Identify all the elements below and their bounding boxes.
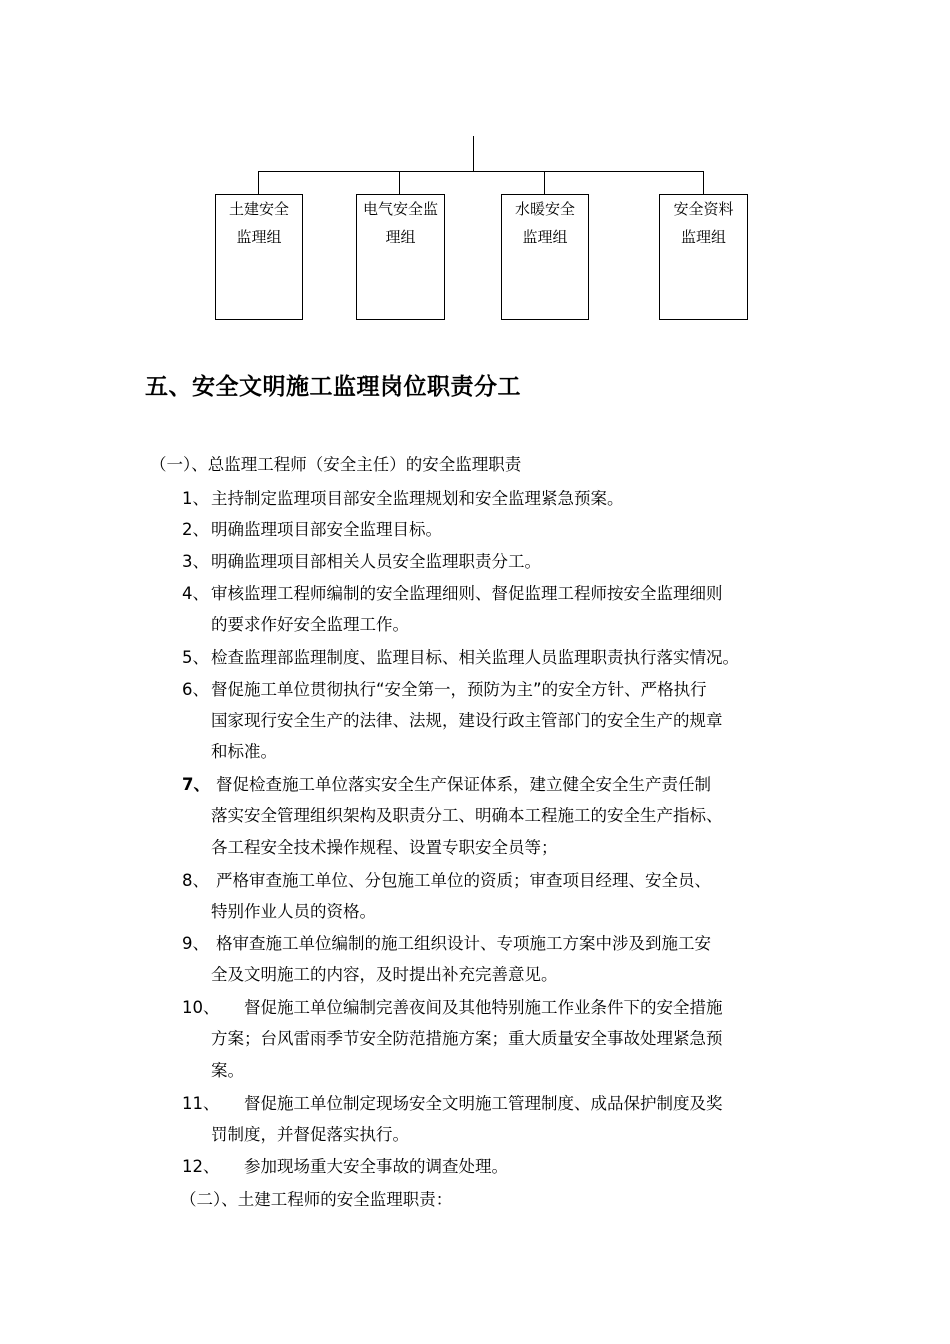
list-item-text: 督促施工单位制定现场安全文明施工管理制度、成品保护制度及奖 [244,1094,723,1113]
list-item-text: 案。 [211,1061,244,1080]
org-chart-drop-line [258,171,259,195]
list-item-number: 6、 [182,680,209,699]
org-box-line1: 电气安全监 [362,200,438,218]
org-chart-drop-line [544,171,545,195]
list-item-text: 各工程安全技术操作规程、设置专职安全员等； [211,838,558,857]
list-item-text: 特别作业人员的资格。 [211,902,376,921]
list-item-number: 12、 [182,1157,220,1176]
list-item-number: 10、 [182,998,220,1017]
list-item-number: 4、 [182,584,209,603]
list-item-text: 督促施工单位编制完善夜间及其他特别施工作业条件下的安全措施 [244,998,723,1017]
list-item-text: 检查监理部监理制度、监理目标、相关监理人员监理职责执行落实情况。 [211,648,739,667]
list-item-text: 国家现行安全生产的法律、法规，建设行政主管部门的安全生产的规章 [211,711,723,730]
list-item-text: 的要求作好安全监理工作。 [211,615,409,634]
list-item-text: 和标准。 [211,742,277,761]
org-box-line2: 监理组 [680,228,726,246]
list-item-text: 格审查施工单位编制的施工组织设计、专项施工方案中涉及到施工安 [216,934,711,953]
subsection-heading: （二）、土建工程师的安全监理职责： [180,1190,453,1209]
org-box-line1: 水暖安全 [514,200,575,218]
list-item-text: 参加现场重大安全事故的调查处理。 [244,1157,508,1176]
list-item-text: 严格审查施工单位、分包施工单位的资质；审查项目经理、安全员、 [216,871,711,890]
org-box-plumbing-safety [501,194,589,320]
list-item-text: 罚制度，并督促落实执行。 [211,1125,409,1144]
list-item-text: 方案；台风雷雨季节安全防范措施方案；重大质量安全事故处理紧急预 [211,1029,723,1048]
org-chart-trunk-line [473,136,474,172]
org-box-line2: 监理组 [236,228,282,246]
org-chart-drop-line [399,171,400,195]
list-item-text: 落实安全管理组织架构及职责分工、明确本工程施工的安全生产指标、 [211,806,723,825]
list-item-text: 审核监理工程师编制的安全监理细则、督促监理工程师按安全监理细则 [211,584,723,603]
list-item-number: 11、 [182,1094,220,1113]
org-box-line2: 理组 [385,228,416,246]
section-title: 五、安全文明施工监理岗位职责分工 [145,374,521,400]
list-item-number: 5、 [182,648,209,667]
org-box-line1: 土建安全 [228,200,289,218]
list-item-text: 明确监理项目部安全监理目标。 [211,520,442,539]
list-item-text: 督促检查施工单位落实安全生产保证体系，建立健全安全生产责任制 [216,775,711,794]
list-item-number: 8、 [182,871,209,890]
list-item-number: 7、 [182,775,210,794]
org-chart-drop-line [703,171,704,195]
list-item-number: 3、 [182,552,209,571]
list-item-number: 1、 [182,489,209,508]
list-item-text: 督促施工单位贯彻执行“安全第一，预防为主”的安全方针、严格执行 [211,680,707,699]
list-item-text: 明确监理项目部相关人员安全监理职责分工。 [211,552,541,571]
org-box-electrical-safety [356,194,445,320]
org-box-line1: 安全资料 [673,200,734,218]
list-item-number: 9、 [182,934,209,953]
list-item-number: 2、 [182,520,209,539]
list-item-text: 全及文明施工的内容，及时提出补充完善意见。 [211,965,558,984]
org-box-safety-documents [659,194,748,320]
list-item-text: 主持制定监理项目部安全监理规划和安全监理紧急预案。 [211,489,624,508]
org-chart-horizontal-line [258,171,704,172]
org-box-civil-safety [215,194,303,320]
subsection-heading: （一）、总监理工程师（安全主任）的安全监理职责 [150,455,522,474]
org-box-line2: 监理组 [522,228,568,246]
